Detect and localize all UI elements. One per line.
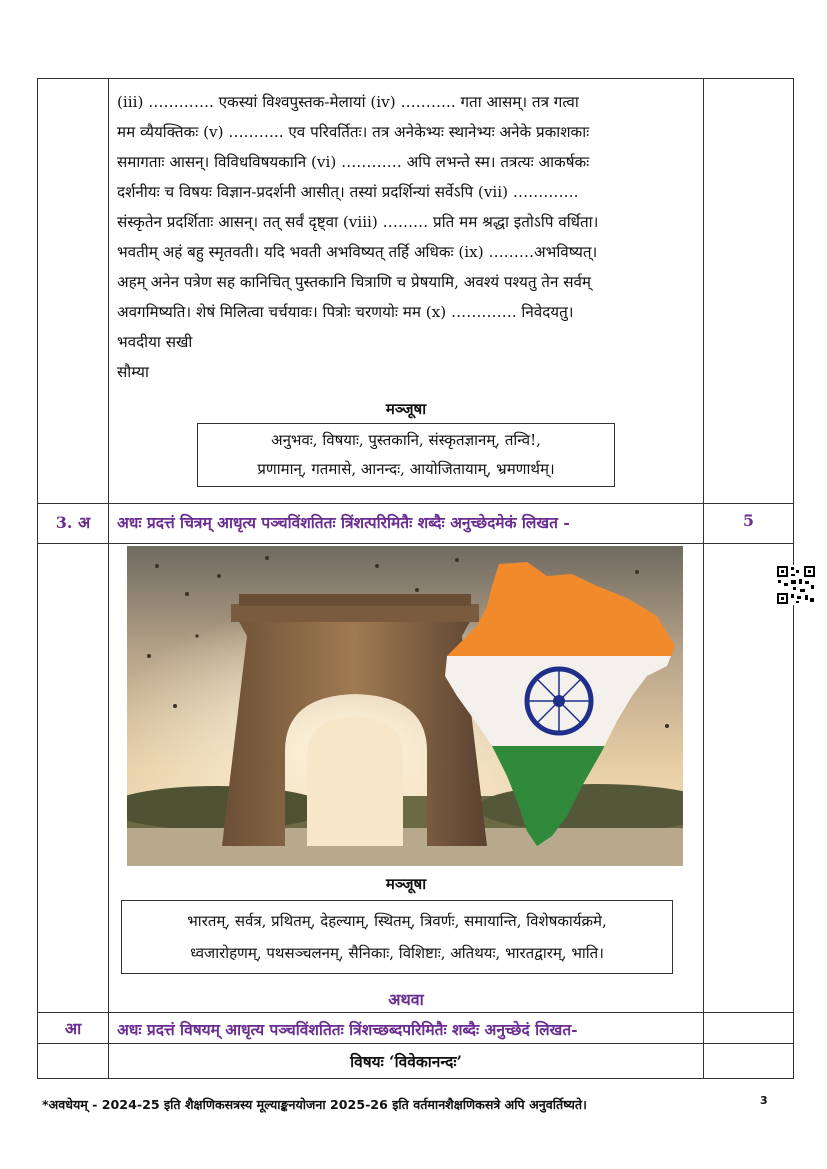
or-label: अथवा <box>388 990 424 1009</box>
letter-line: अवगमिष्यति। शेषं मिलित्वा चर्चयावः। पित्रोः चरणयोः मम (x) …………. निवेदयतु। <box>117 303 574 321</box>
india-gate-picture <box>127 546 683 866</box>
word-box-line: अनुभवः, विषयाः, पुस्तकानि, संस्कृतज्ञानम्, तन्वि!, <box>271 431 541 449</box>
letter-line: दर्शनीयः च विषयः विज्ञान-प्रदर्शनी आसीत्। तस्यां प्रदर्शिन्यां सर्वेऽपि (vii) …………. <box>117 183 579 201</box>
letter-paragraph <box>109 79 703 391</box>
word-box <box>121 900 673 974</box>
footer-note: *अवधेयम् - 2024-25 इति शैक्षणिकसत्रस्य मूल्याङ्कनयोजना 2025-26 इति वर्तमानशैक्षणिकसत्रे अपि अनुवर्तिष्यते। <box>42 1097 587 1112</box>
letter-line: समागताः आसन्। विविधविषयकानि (vi) ………… अपि लभन्ते स्म। तत्रत्यः आकर्षकः <box>117 153 590 171</box>
picture-cell <box>109 544 704 1013</box>
word-box <box>197 423 615 487</box>
letter-closing: भवदीया सखी <box>117 333 193 351</box>
letter-cell <box>109 79 704 504</box>
letter-line: संस्कृतेन प्रदर्शिताः आसन्। तत् सर्वं दृष्ट्वा (viii) ……… प्रति मम श्रद्धा इतोऽपि वर्धिता। <box>117 213 599 231</box>
question-marks: 5 <box>704 504 794 544</box>
letter-sender: सौम्या <box>117 363 149 381</box>
question-table <box>37 78 794 1079</box>
letter-line: भवतीम् अहं बहु स्मृतवती। यदि भवती अभविष्यत् तर्हि अधिकः (ix) ………अभविष्यत्। <box>117 243 598 261</box>
page-number: 3 <box>760 1094 768 1107</box>
question-number: 3. अ <box>38 504 109 544</box>
question-text: अधः प्रदत्तं विषयम् आधृत्य पञ्चविंशतितः त्रिंशच्छब्दपरिमितैः शब्दैः अनुच्छेदं लिखत- <box>109 1013 704 1044</box>
question-text: अधः प्रदत्तं चित्रम् आधृत्य पञ्चविंशतितः त्रिंशत्परिमितैः शब्दैः अनुच्छेदमेकं लिखत - <box>109 504 704 544</box>
word-box-line: ध्वजारोहणम्, पथसञ्चलनम्, सैनिकाः, विशिष्टाः, अतिथयः, भारतद्वारम्, भाति। <box>190 944 604 962</box>
word-box-line: प्रणामान्, गतमासे, आनन्दः, आयोजितायाम्, भ्रमणार्थम्। <box>257 460 555 478</box>
letter-line: (iii) …………. एकस्यां विश्वपुस्तक-मेलायां (iv) ……….. गता आसम्। तत्र गत्वा <box>117 93 579 111</box>
letter-line: मम व्यैयक्तिकः (v) ……….. एव परिवर्तितः। तत्र अनेकेभ्यः स्थानेभ्यः अनेके प्रकाशकाः <box>117 123 590 141</box>
qr-code-icon <box>776 565 816 605</box>
word-box-title: मञ्जूषा <box>385 400 427 418</box>
word-box-line: भारतम्, सर्वत्र, प्रथितम्, देहल्याम्, स्थितम्, त्रिवर्णः, समायान्ति, विशेषकार्यक्रमे, <box>187 912 607 930</box>
letter-line: अहम् अनेन पत्रेण सह कानिचित् पुस्तकानि चित्राणि च प्रेषयामि, अवश्यं पश्यतु तेन सर्वम् <box>117 273 592 291</box>
essay-topic: विषयः ‘विवेकानन्दः’ <box>109 1044 704 1079</box>
question-number: आ <box>38 1013 109 1044</box>
india-gate-map-image <box>127 546 683 866</box>
word-box-title: मञ्जूषा <box>385 875 427 893</box>
